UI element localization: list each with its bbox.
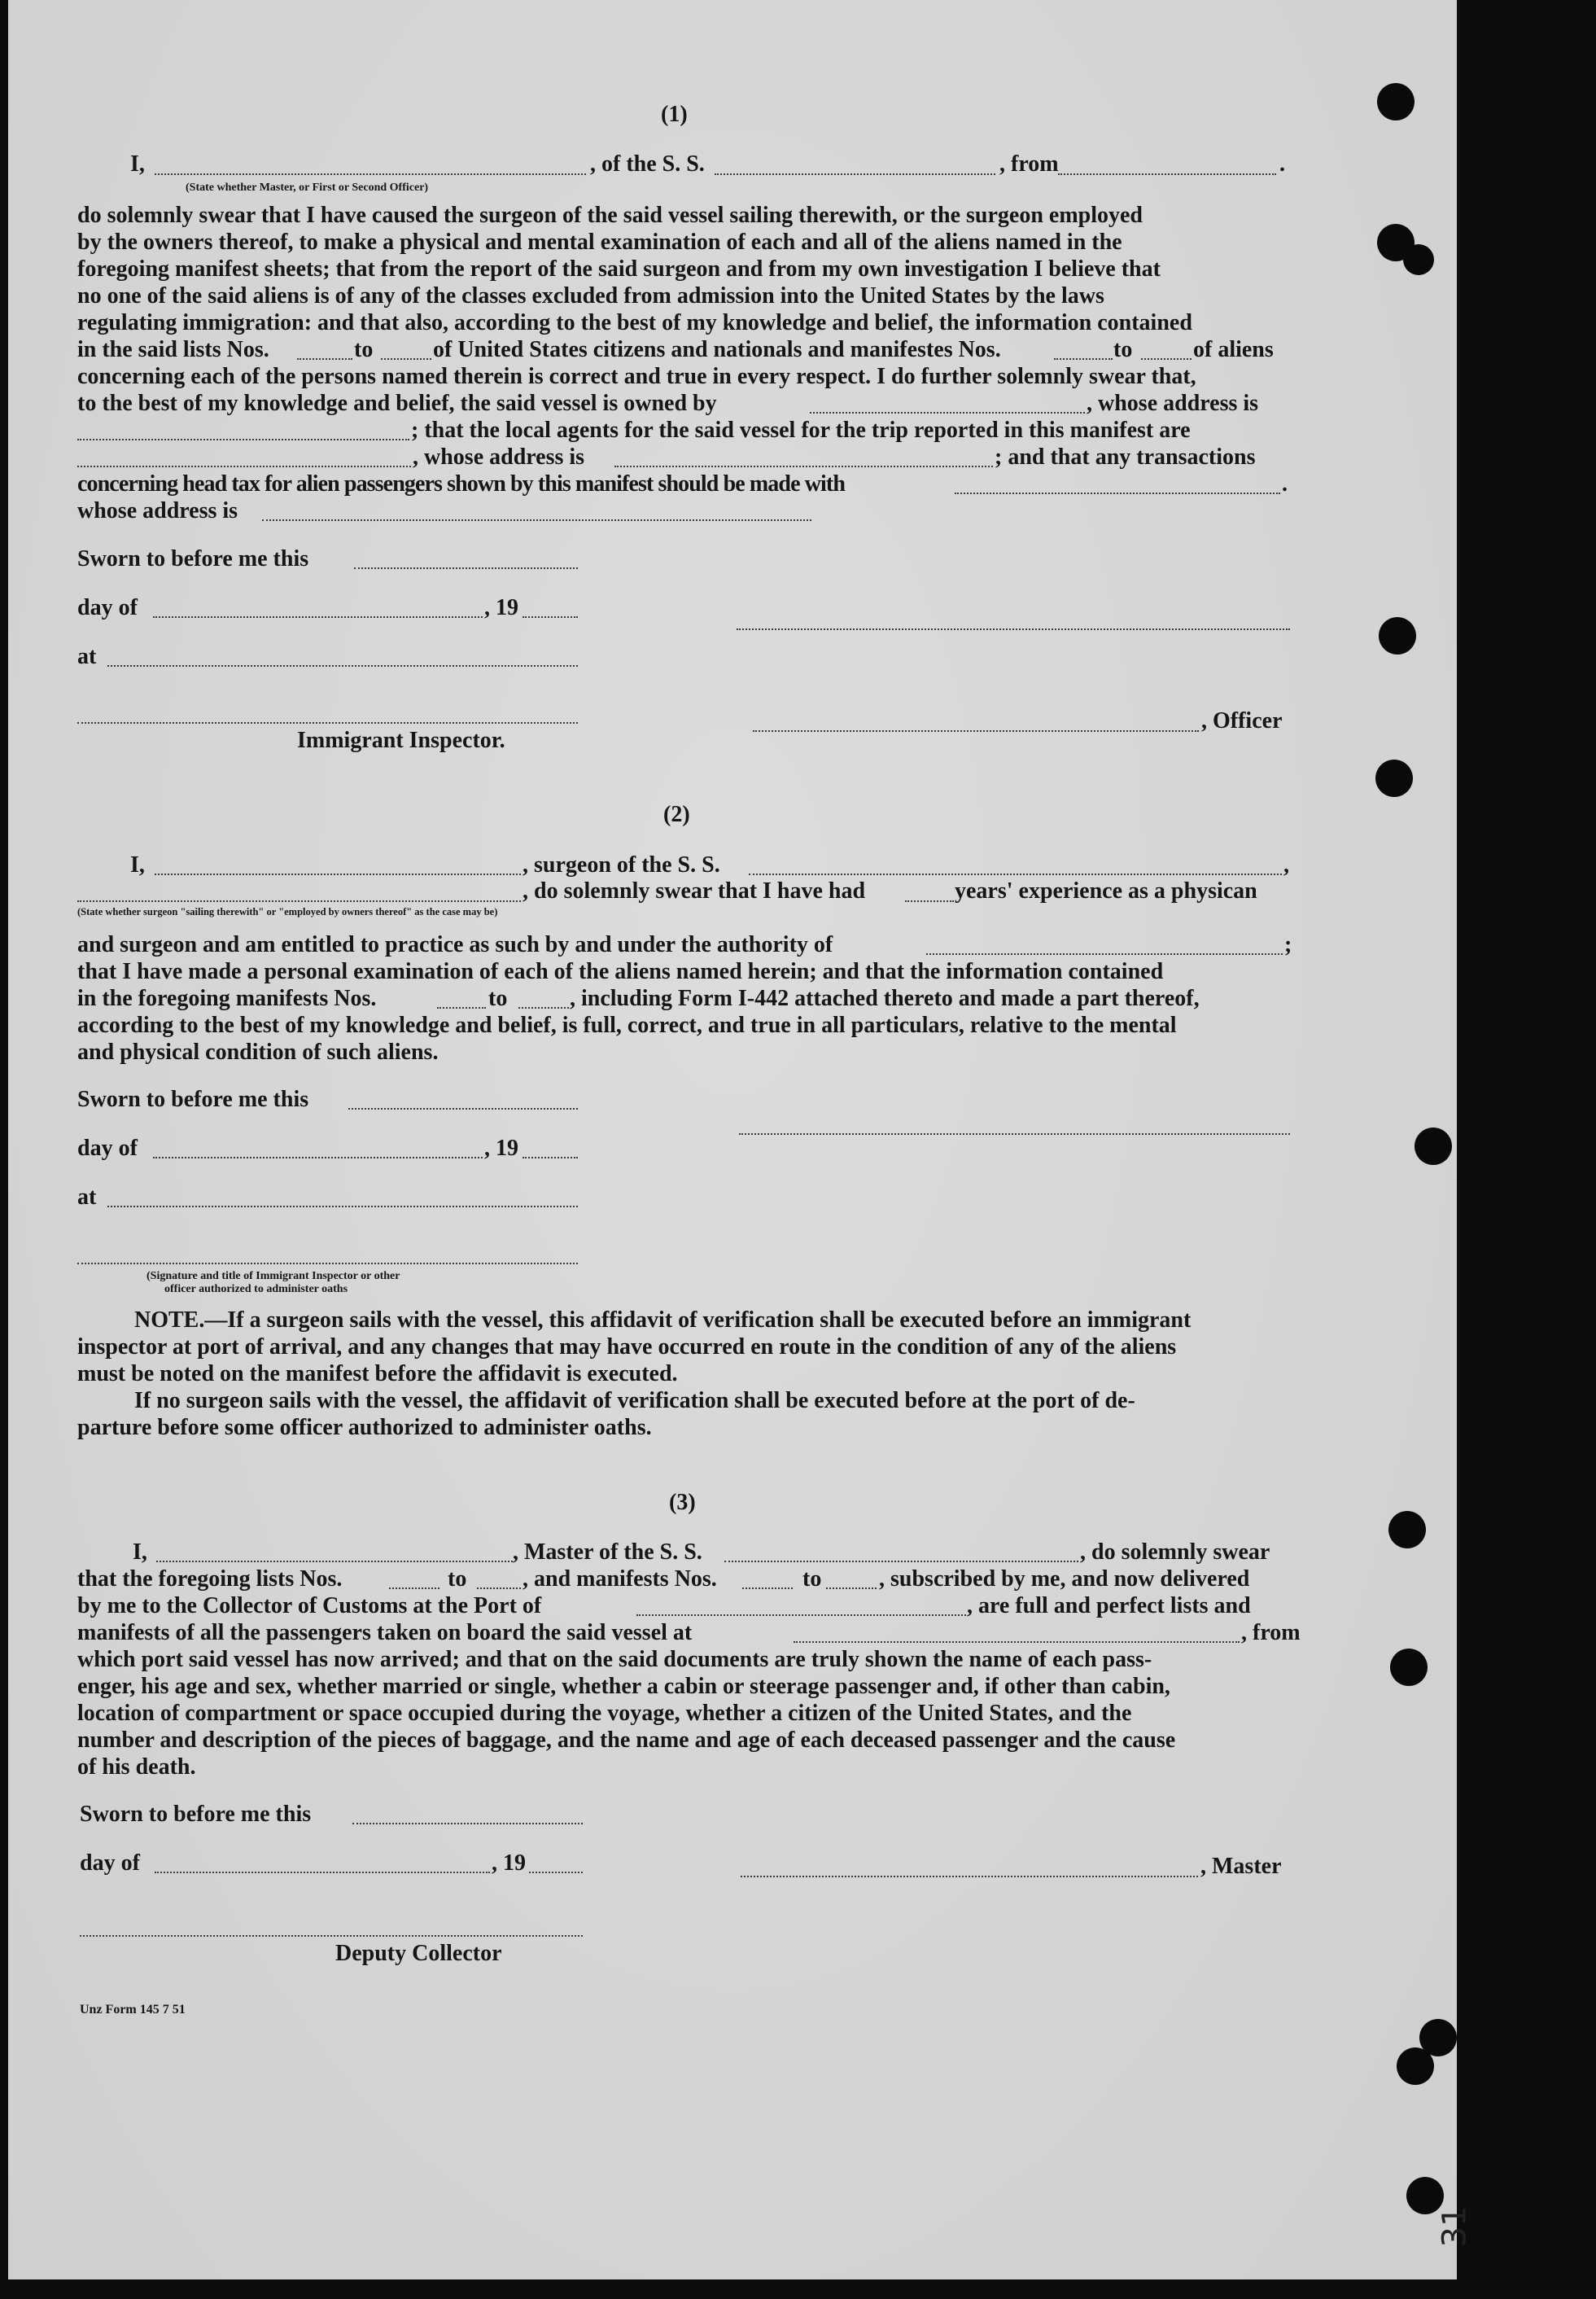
s2-at-label: at xyxy=(77,1185,97,1210)
form-id: Unz Form 145 7 51 xyxy=(80,2003,186,2017)
s3-port-field[interactable] xyxy=(636,1614,966,1616)
s2-sworn-label: Sworn to before me this xyxy=(77,1087,309,1112)
s3-lists-to-label: to xyxy=(448,1566,467,1592)
s3-para-line-9: of his death. xyxy=(77,1754,196,1780)
s1-officer-signature-line-1[interactable] xyxy=(737,628,1290,630)
s1-lists-to-label: to xyxy=(354,337,374,362)
section-1-number: (1) xyxy=(661,102,688,127)
s2-manifests-to-field[interactable] xyxy=(518,1007,569,1009)
s1-sworn-field[interactable] xyxy=(354,567,578,569)
s1-para-line-2: by the owners thereof, to make a physical and mental examination of each and all of the aliens named in the xyxy=(77,230,1122,255)
s3-deputy-collector-label: Deputy Collector xyxy=(335,1941,502,1966)
s2-para-line-4: that I have made a personal examination of each of the aliens named herein; and that the information contained xyxy=(77,959,1164,984)
s2-sailing-status-field[interactable] xyxy=(77,900,521,902)
s3-sworn-label: Sworn to before me this xyxy=(80,1802,312,1827)
s1-aliens-label: of aliens xyxy=(1193,337,1274,362)
s1-para-line-1: do solemnly swear that I have caused the surgeon of the said vessel sailing therewith, or the surgeon employed xyxy=(77,203,1143,228)
s1-vessel-name-field[interactable] xyxy=(715,173,995,175)
punch-hole xyxy=(1415,1128,1452,1165)
s2-para-line-6: according to the best of my knowledge and belief, is full, correct, and true in all particulars, relative to the mental xyxy=(77,1013,1177,1038)
s3-perfect-lists-label: , are full and perfect lists and xyxy=(967,1593,1251,1618)
s2-experience-label: years' experience as a physican xyxy=(955,878,1257,904)
s2-note-line-1: NOTE.—If a surgeon sails with the vessel, this affidavit of verification shall be executed before an immigrant xyxy=(134,1307,1192,1333)
s1-manifests-to-field[interactable] xyxy=(1141,358,1192,360)
s1-officer-label: , Officer xyxy=(1201,708,1283,733)
s1-head-tax-field[interactable] xyxy=(955,493,1280,494)
s3-year-label: , 19 xyxy=(492,1850,526,1876)
s1-day-of-label: day of xyxy=(77,595,138,620)
s1-whose-address-label: whose address is xyxy=(77,498,238,523)
s3-lists-to-field[interactable] xyxy=(477,1587,521,1589)
section-3-number: (3) xyxy=(669,1490,696,1515)
s1-owned-by-label: to the best of my knowledge and belief, the said vessel is owned by xyxy=(77,391,717,416)
s3-master-of-label: , Master of the S. S. xyxy=(513,1539,702,1565)
s3-swear-label: , do solemnly swear xyxy=(1080,1539,1270,1565)
s3-vessel-name-field[interactable] xyxy=(724,1561,1078,1562)
s1-owner-address-field[interactable] xyxy=(77,439,409,440)
s2-sig-hint-2: officer authorized to administer oaths xyxy=(164,1283,348,1295)
s1-lists-from-field[interactable] xyxy=(297,358,352,360)
s3-subscribed-label: , subscribed by me, and now delivered xyxy=(879,1566,1250,1592)
punch-hole xyxy=(1390,1649,1428,1686)
s3-i-label: I, xyxy=(133,1539,147,1565)
s2-status-hint: (State whether surgeon "sailing therewith" or "employed by owners thereof" as the case may be) xyxy=(77,906,498,917)
s2-note-line-5: parture before some officer authorized to administer oaths. xyxy=(77,1415,652,1440)
s3-taken-on-board-label: manifests of all the passengers taken on board the said vessel at xyxy=(77,1620,693,1645)
s3-manifests-to-field[interactable] xyxy=(826,1587,877,1589)
section-2-number: (2) xyxy=(663,802,690,827)
punch-hole xyxy=(1379,617,1416,655)
s1-transactions-label: ; and that any transactions xyxy=(995,444,1256,470)
s3-lists-from-field[interactable] xyxy=(389,1587,439,1589)
s3-day-of-label: day of xyxy=(80,1850,140,1876)
s2-at-field[interactable] xyxy=(107,1206,578,1207)
s1-manifests-to-label: to xyxy=(1113,337,1133,362)
s3-para-line-7: location of compartment or space occupied during the voyage, whether a citizen of the United States, and the xyxy=(77,1701,1132,1726)
s1-of-ss-label: , of the S. S. xyxy=(590,151,705,177)
s3-manifests-to-label: to xyxy=(802,1566,822,1592)
s1-agents-field[interactable] xyxy=(77,466,411,467)
s1-para-line-5: regulating immigration: and that also, according to the best of my knowledge and belief, the information contained xyxy=(77,310,1192,335)
s2-year-field[interactable] xyxy=(523,1157,578,1158)
s1-inspector-label: Immigrant Inspector. xyxy=(297,728,505,753)
s2-semicolon: ; xyxy=(1284,932,1292,957)
s1-at-label: at xyxy=(77,644,97,669)
s2-authority-field[interactable] xyxy=(926,953,1283,955)
s1-para-line-4: no one of the said aliens is of any of the classes excluded from admission into the United States by the laws xyxy=(77,283,1104,309)
s3-manifests-from-field[interactable] xyxy=(742,1587,793,1589)
s2-note-line-3: must be noted on the manifest before the affidavit is executed. xyxy=(77,1361,678,1386)
s1-agent-address-label: , whose address is xyxy=(413,444,585,470)
s2-manifests-from-field[interactable] xyxy=(437,1007,486,1009)
s3-para-line-5: which port said vessel has now arrived; and that on the said documents are truly shown the name of each pass- xyxy=(77,1647,1152,1672)
s1-officer-rank-field[interactable] xyxy=(155,173,586,175)
s1-lists-nos-label: in the said lists Nos. xyxy=(77,337,269,362)
s3-master-name-field[interactable] xyxy=(156,1561,513,1562)
s1-sworn-label: Sworn to before me this xyxy=(77,546,309,571)
punch-hole xyxy=(1377,83,1415,120)
s2-sworn-field[interactable] xyxy=(348,1108,578,1110)
s1-para-line-7: concerning each of the persons named therein is correct and true in every respect. I do further solemnly swear that, xyxy=(77,364,1196,389)
s1-from-port-field[interactable] xyxy=(1058,173,1276,175)
s2-sig-hint-1: (Signature and title of Immigrant Inspector or other xyxy=(146,1270,400,1282)
s2-para-line-7: and physical condition of such aliens. xyxy=(77,1040,439,1065)
s1-year-label: , 19 xyxy=(484,595,518,620)
s2-inspector-signature-field[interactable] xyxy=(77,1263,578,1264)
s1-owner-field[interactable] xyxy=(810,412,1085,414)
s2-years-field[interactable] xyxy=(905,900,954,902)
s1-para-line-3: foregoing manifest sheets; that from the report of the said surgeon and from my own investigation I believe that xyxy=(77,256,1161,282)
s1-at-field[interactable] xyxy=(107,665,578,667)
s1-head-tax-period: . xyxy=(1282,471,1288,497)
punch-hole xyxy=(1397,2047,1434,2085)
s1-agent-address-field[interactable] xyxy=(614,466,993,467)
s1-manifests-from-field[interactable] xyxy=(1054,358,1113,360)
s3-master-label: , Master xyxy=(1200,1854,1282,1879)
s1-officer-signature-field[interactable] xyxy=(753,730,1199,732)
s2-day-of-label: day of xyxy=(77,1136,138,1161)
s2-comma: , xyxy=(1283,852,1289,878)
s2-form-label: , including Form I-442 attached thereto and made a part thereof, xyxy=(570,986,1200,1011)
s1-inspector-signature-field[interactable] xyxy=(77,722,578,724)
s2-surgeon-signature-field[interactable] xyxy=(739,1133,1290,1135)
s2-manifests-label: in the foregoing manifests Nos. xyxy=(77,986,377,1011)
s3-day-field[interactable] xyxy=(155,1872,490,1873)
s3-sworn-field[interactable] xyxy=(352,1823,583,1824)
s2-surgeon-name-field[interactable] xyxy=(155,874,521,875)
s2-to-label: to xyxy=(488,986,508,1011)
s1-year-field[interactable] xyxy=(523,616,578,618)
s1-owner-address-label: , whose address is xyxy=(1087,391,1259,416)
s2-surgeon-of-label: , surgeon of the S. S. xyxy=(523,852,720,878)
s1-day-field[interactable] xyxy=(153,616,483,618)
form-page xyxy=(8,0,1474,2279)
s3-year-field[interactable] xyxy=(529,1872,583,1873)
s1-from-label: , from xyxy=(999,151,1059,177)
s1-rank-hint: (State whether Master, or First or Second Officer) xyxy=(186,182,429,194)
s2-note-line-2: inspector at port of arrival, and any changes that may have occurred en route in the condition of any of the aliens xyxy=(77,1334,1177,1360)
s1-head-tax-label: concerning head tax for alien passengers shown by this manifest should be made with xyxy=(77,471,845,497)
s1-manifests-label: of United States citizens and nationals and manifestes Nos. xyxy=(433,337,1001,362)
s1-local-agents-label: ; that the local agents for the said vessel for the trip reported in this manifest are xyxy=(411,418,1191,443)
punch-hole xyxy=(1388,1511,1426,1548)
s2-day-field[interactable] xyxy=(153,1157,483,1158)
s2-i-label: I, xyxy=(130,852,145,878)
s3-para-line-6: enger, his age and sex, whether married or single, whether a cabin or steerage passenger and, if other than cabin, xyxy=(77,1674,1170,1699)
s3-collector-signature-field[interactable] xyxy=(80,1935,583,1937)
s2-year-label: , 19 xyxy=(484,1136,518,1161)
s2-vessel-name-field[interactable] xyxy=(749,874,1282,875)
s1-i-label: I, xyxy=(130,151,145,177)
s2-authority-label: and surgeon and am entitled to practice as such by and under the authority of xyxy=(77,932,833,957)
s3-port-label: by me to the Collector of Customs at the Port of xyxy=(77,1593,542,1618)
punch-hole xyxy=(1375,760,1413,797)
s1-period: . xyxy=(1279,151,1285,177)
s3-para-line-8: number and description of the pieces of baggage, and the name and age of each deceased passenger and the cause xyxy=(77,1728,1176,1753)
punch-hole xyxy=(1403,244,1434,275)
s1-lists-to-field[interactable] xyxy=(381,358,431,360)
s3-embark-port-field[interactable] xyxy=(794,1641,1240,1643)
s2-swear-label: , do solemnly swear that I have had xyxy=(523,878,866,904)
s1-whose-address-field[interactable] xyxy=(262,519,811,521)
s3-master-signature-field[interactable] xyxy=(741,1876,1198,1877)
s3-manifests-label: , and manifests Nos. xyxy=(523,1566,717,1592)
s3-from-label: , from xyxy=(1241,1620,1301,1645)
s3-lists-nos-label: that the foregoing lists Nos. xyxy=(77,1566,343,1592)
margin-page-number: 31 xyxy=(1436,2205,1474,2248)
s2-note-line-4: If no surgeon sails with the vessel, the affidavit of verification shall be executed before at the port of de- xyxy=(134,1388,1135,1413)
